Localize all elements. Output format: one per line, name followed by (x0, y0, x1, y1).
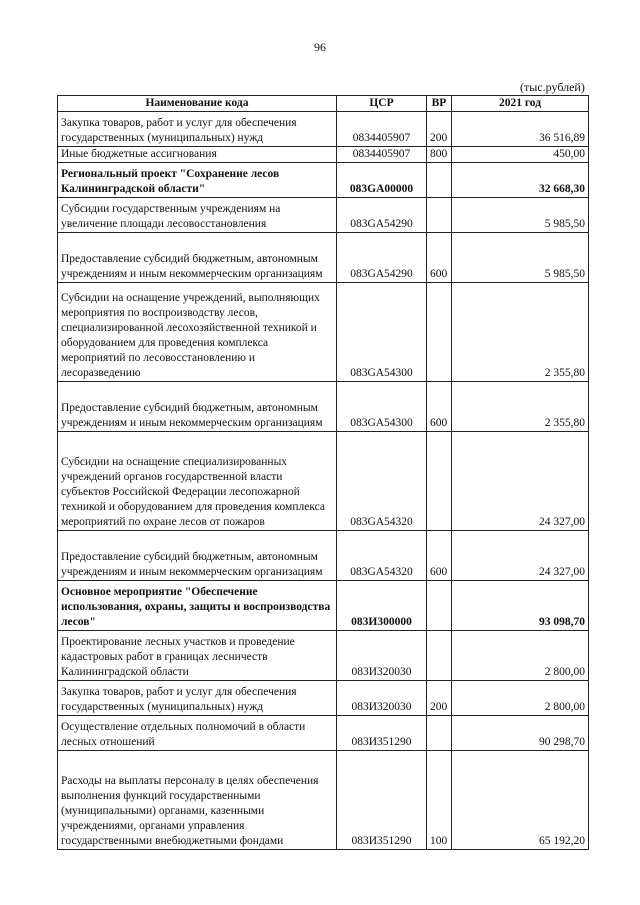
cell-name: Субсидии государственным учреждениям на увеличение площади лесовосстановления (58, 198, 337, 233)
cell-value: 24 327,00 (452, 432, 589, 531)
cell-value: 2 800,00 (452, 631, 589, 681)
cell-csr: 083И320030 (337, 631, 427, 681)
table-row (58, 198, 589, 233)
cell-value: 450,00 (452, 147, 589, 163)
cell-value: 2 800,00 (452, 681, 589, 716)
table-row (58, 531, 589, 581)
cell-vr (427, 631, 452, 681)
table-row (58, 631, 589, 681)
cell-value: 5 985,50 (452, 233, 589, 283)
table-row (58, 716, 589, 751)
cell-value: 2 355,80 (452, 382, 589, 432)
table-row (58, 751, 589, 850)
cell-csr: 083GA54320 (337, 432, 427, 531)
table-row (58, 432, 589, 531)
cell-name: Предоставление субсидий бюджетным, автономным учреждениям и иным некоммерческим организациям (58, 382, 337, 432)
cell-name: Предоставление субсидий бюджетным, автономным учреждениям и иным некоммерческим организациям (58, 531, 337, 581)
cell-csr: 083GA54320 (337, 531, 427, 581)
page-number: 96 (314, 40, 326, 54)
cell-name: Основное мероприятие "Обеспечение использования, охраны, защиты и воспроизводства лесов" (58, 581, 337, 631)
cell-name: Расходы на выплаты персоналу в целях обеспечения выполнения функций государственными (муниципальными) органами, казенными учреждениями, органами управления государственными внебюджетными фондами (58, 751, 337, 850)
cell-name: Иные бюджетные ассигнования (58, 147, 337, 163)
cell-name: Субсидии на оснащение учреждений, выполняющих мероприятия по воспроизводству лесов, специализированной лесохозяйственной техникой и оборудованием для проведения комплекса мероприятий по лесовосстановлению и лесоразведению (58, 283, 337, 382)
cell-name: Закупка товаров, работ и услуг для обеспечения государственных (муниципальных) нужд (58, 112, 337, 147)
cell-vr (427, 283, 452, 382)
cell-vr: 600 (427, 531, 452, 581)
table-row (58, 382, 589, 432)
table-row (58, 112, 589, 147)
cell-name: Проектирование лесных участков и проведение кадастровых работ в границах лесничеств Калининградской области (58, 631, 337, 681)
units-label: (тыс.рублей) (520, 80, 585, 94)
table-row (58, 681, 589, 716)
cell-vr (427, 432, 452, 531)
table-row (58, 283, 589, 382)
cell-vr: 200 (427, 112, 452, 147)
table-row (58, 147, 589, 163)
cell-value: 24 327,00 (452, 531, 589, 581)
cell-name: Субсидии на оснащение специализированных учреждений органов государственной власти субъектов Российской Федерации лесопожарной техникой и оборудованием для проведения комплекса мероприятий по охране лесов от пожаров (58, 432, 337, 531)
cell-vr (427, 581, 452, 631)
cell-value: 36 516,89 (452, 112, 589, 147)
cell-csr: 083GA54290 (337, 198, 427, 233)
header-year: 2021 год (452, 96, 589, 112)
cell-value: 90 298,70 (452, 716, 589, 751)
header-name: Наименование кода (58, 96, 337, 112)
header-vr: ВР (427, 96, 452, 112)
budget-table (57, 95, 589, 850)
cell-value: 32 668,30 (452, 163, 589, 198)
table-row (58, 163, 589, 198)
cell-vr: 200 (427, 681, 452, 716)
table-row (58, 233, 589, 283)
cell-value: 65 192,20 (452, 751, 589, 850)
cell-name: Региональный проект "Сохранение лесов Калининградской области" (58, 163, 337, 198)
cell-vr (427, 198, 452, 233)
cell-vr: 600 (427, 233, 452, 283)
cell-csr: 083GA54300 (337, 382, 427, 432)
table-row (58, 581, 589, 631)
table-header-row (58, 96, 589, 112)
cell-csr: 0834405907 (337, 147, 427, 163)
cell-vr (427, 716, 452, 751)
cell-value: 5 985,50 (452, 198, 589, 233)
cell-value: 2 355,80 (452, 283, 589, 382)
cell-csr: 083GA54290 (337, 233, 427, 283)
cell-vr: 100 (427, 751, 452, 850)
cell-name: Предоставление субсидий бюджетным, автономным учреждениям и иным некоммерческим организациям (58, 233, 337, 283)
cell-csr: 083GA54300 (337, 283, 427, 382)
cell-value: 93 098,70 (452, 581, 589, 631)
cell-vr: 800 (427, 147, 452, 163)
cell-vr: 600 (427, 382, 452, 432)
cell-csr: 083И351290 (337, 716, 427, 751)
cell-vr (427, 163, 452, 198)
cell-name: Закупка товаров, работ и услуг для обеспечения государственных (муниципальных) нужд (58, 681, 337, 716)
header-csr: ЦСР (337, 96, 427, 112)
cell-name: Осуществление отдельных полномочий в области лесных отношений (58, 716, 337, 751)
cell-csr: 0834405907 (337, 112, 427, 147)
cell-csr: 083И300000 (337, 581, 427, 631)
cell-csr: 083И351290 (337, 751, 427, 850)
cell-csr: 083GA00000 (337, 163, 427, 198)
cell-csr: 083И320030 (337, 681, 427, 716)
